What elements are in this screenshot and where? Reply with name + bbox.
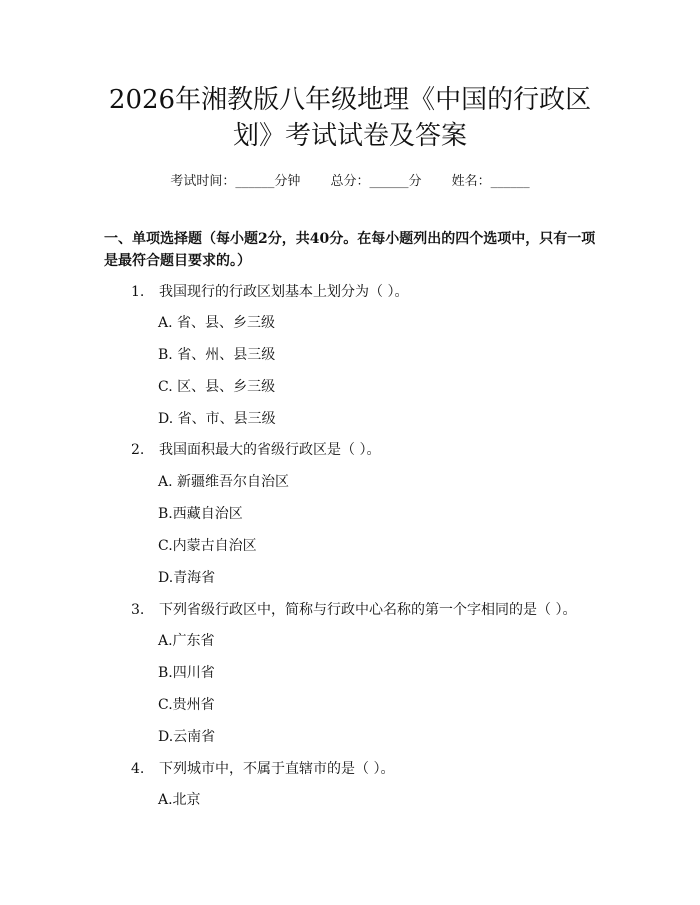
- question-2: [131, 441, 380, 459]
- question-1: [131, 283, 408, 301]
- exam-title-line-2: 划》考试试卷及答案: [232, 121, 467, 151]
- option-1b: B. 省、州、县三级: [158, 347, 276, 363]
- question-3: [131, 601, 576, 619]
- option-1a: A. 省、县、乡三级: [158, 315, 276, 331]
- option-3c: C.贵州省: [158, 697, 215, 713]
- option-2d: D.青海省: [158, 570, 216, 586]
- option-1d: D. 省、市、县三级: [158, 411, 276, 427]
- question-stem: 我国现行的行政区划基本上划分为（ ）。: [159, 284, 409, 300]
- question-number: 1.: [131, 284, 145, 300]
- option-2a: A. 新疆维吾尔自治区: [158, 474, 290, 490]
- exam-time-field: 考试时间：______分钟: [170, 174, 301, 189]
- option-3a: A.广东省: [158, 633, 215, 649]
- question-number: 4.: [131, 761, 145, 777]
- section-heading-single-choice: 一、单项选择题（每小题2分，共40分。在每小题列出的四个选项中，只有一项是最符合题目要求的。）: [104, 231, 596, 269]
- total-score-field: 总分：______分: [330, 174, 422, 189]
- option-4a: A.北京: [158, 792, 201, 808]
- option-3d: D.云南省: [158, 729, 216, 745]
- question-stem: 下列省级行政区中，简称与行政中心名称的第一个字相同的是（ ）。: [159, 602, 577, 618]
- question-4: [131, 760, 394, 778]
- option-1c: C. 区、县、乡三级: [158, 379, 276, 395]
- question-stem: 我国面积最大的省级行政区是（ ）。: [159, 442, 381, 458]
- option-2c: C.内蒙古自治区: [158, 538, 257, 554]
- student-name-field: 姓名：______: [451, 174, 530, 189]
- question-stem: 下列城市中，不属于直辖市的是（ ）。: [159, 761, 395, 777]
- exam-title-line-1: 2026年湘教版八年级地理《中国的行政区: [108, 85, 592, 115]
- question-number: 2.: [131, 442, 145, 458]
- option-3b: B.四川省: [158, 665, 215, 681]
- option-2b: B.西藏自治区: [158, 506, 243, 522]
- question-number: 3.: [131, 602, 145, 618]
- exam-info-bar: [0, 170, 700, 189]
